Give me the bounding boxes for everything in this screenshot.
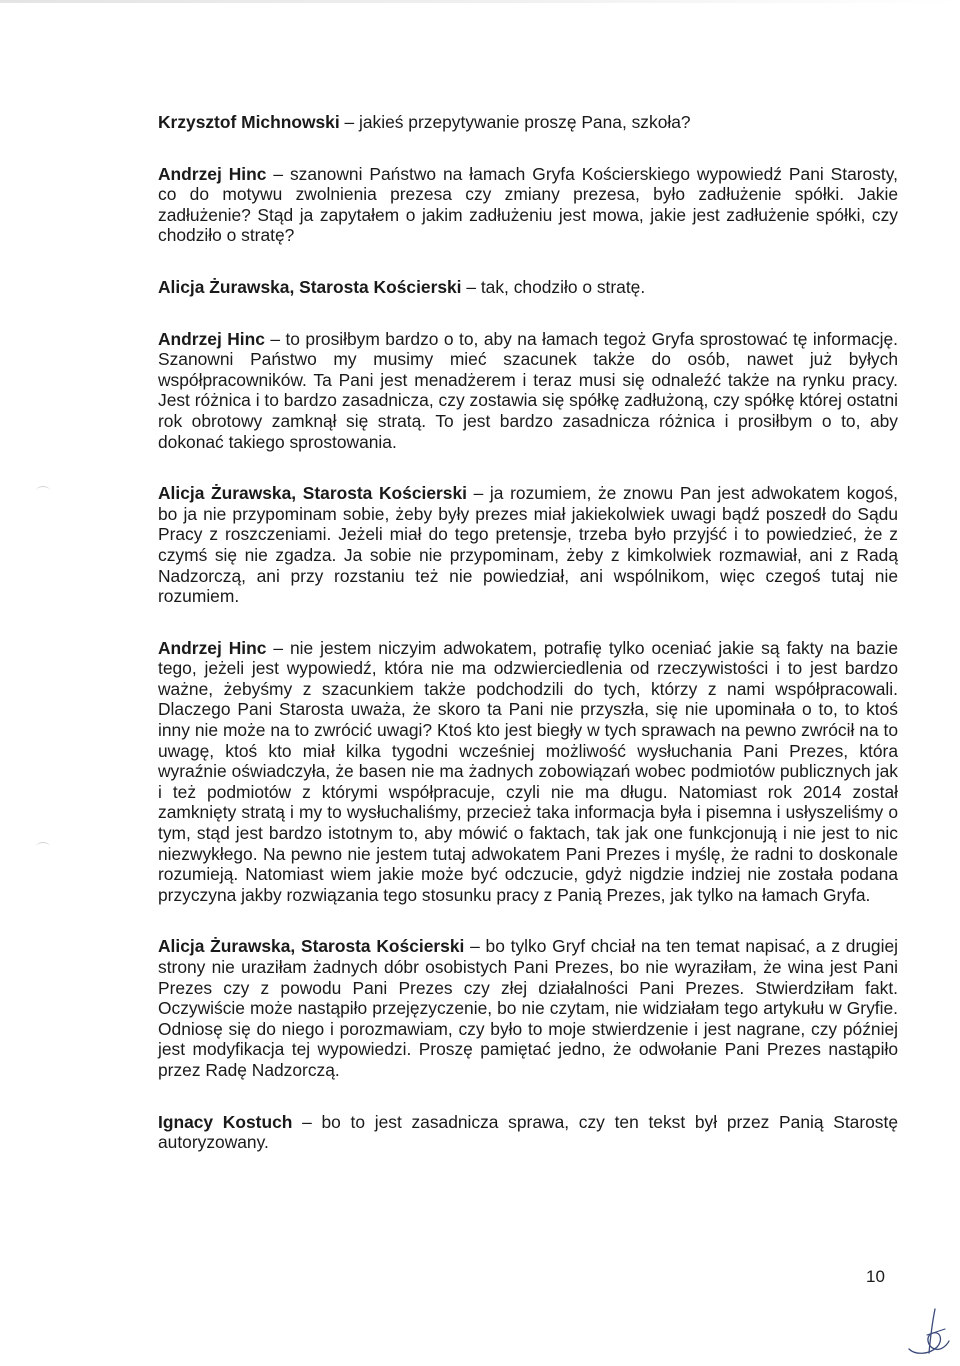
speaker-name: Alicja Żurawska, Starosta Kościerski <box>158 936 465 957</box>
paragraph <box>158 112 898 133</box>
speaker-name: Andrzej Hinc <box>158 637 267 658</box>
paragraph-text: – bo to jest zasadnicza sprawa, czy ten tekst był przez Panią Starostę autoryzowany. <box>158 1111 898 1153</box>
speaker-name: Andrzej Hinc <box>158 328 265 349</box>
handwritten-initials-icon <box>905 1305 953 1357</box>
paragraph <box>158 638 898 906</box>
paragraph-text: – bo tylko Gryf chciał na ten temat napisać, a z drugiej strony nie uraziłam żadnych dóbr osobistych Pani Prezes, bo nie wyraziłam, że wina jest Pani Prezes czy z powodu Pani Prezes czy złej działalności Pani Prezes. Stwierdziłam fakt. Oczywiście może nastąpiło przejęzyczenie, bo nie czytam, nie widziałam tego artykułu w Gryfie. Odniosę się do niego i porozmawiam, czy było to moje stwierdzenie i jest nagrane, czy później jest modyfikacja tej wypowiedzi. Proszę pamiętać jedno, że odwołanie Pani Prezes nastąpiło przez Radę Nadzorczą. <box>158 936 898 1080</box>
speaker-name: Andrzej Hinc <box>158 163 267 184</box>
paragraph <box>158 329 898 453</box>
paragraph-text: – tak, chodziło o stratę. <box>461 276 646 297</box>
paragraph <box>158 1112 898 1153</box>
page-number: 10 <box>866 1267 885 1286</box>
scan-edge <box>0 0 960 3</box>
paragraph-text: – ja rozumiem, że znowu Pan jest adwokatem kogoś, bo ja nie przypominam sobie, żeby były prezes miał jakiekolwiek uwagi bądź poszedł do Sądu Pracy z roszczeniami. Jeżeli miał do tego pretensje, trzeba było przyjść i to powiedzieć, że z czymś się nie zgadza. Ja sobie nie przypominam, żeby z kimkolwiek rozmawiał, ani z Radą Nadzorczą, ani przy rozstaniu też nie powiedział, ani wspólnikom, więc czegoś tutaj nie rozumiem. <box>158 483 898 607</box>
paragraph-text: – nie jestem niczyim adwokatem, potrafię tylko oceniać jakie są fakty na bazie tego, jeżeli jest wypowiedź, która nie ma odzwierciedlenia od rzeczywistości i to jest bardzo ważne, żebyśmy z szacunkiem także podchodzili do tych, którzy z nami współpracowali. Dlaczego Pani Starosta uważa, że skoro ta Pani nie przyszła, się nie upominała o to, to ktoś inny nie może na to zwrócić uwagi? Ktoś kto jest biegły w tych sprawach na pewno zwrócił na to uwagę, ktoś kto miał kilka tygodni wcześniej możliwość wysłuchania Pani Prezes, która wyraźnie oświadczyła, że basen nie ma żadnych zobowiązań wobec podmiotów publicznych jak i też podmiotów z którymi współpracuje, czyli nie ma długu. Natomiast rok 2014 został zamknięty stratą i my to wysłuchaliśmy, przecież taka informacja była i pisemna i usłyszeliśmy o tym, stąd jest bardzo istotnym to, aby mówić o faktach, tak jak one funkcjonują i nie jest to nic niezwykłego. Na pewno nie jestem tutaj adwokatem Pani Prezes i myślę, że radni to doskonale rozumieją. Natomiast wiem jakie może być odczucie, gdyż nigdzie indziej nie została podana przyczyna jakby rozwiązania tego stosunku pracy z Panią Prezes, jak tylko na łamach Gryfa. <box>158 637 898 905</box>
paragraph <box>158 936 898 1080</box>
transcript-body <box>158 112 898 1184</box>
speaker-name: Krzysztof Michnowski <box>158 112 340 132</box>
scan-artifact <box>36 486 50 495</box>
paragraph-text: – to prosiłbym bardzo o to, aby na łamach tegoż Gryfa sprostować tę informację. Szanowni Państwo my musimy mieć szacunek także do osób, nawet już byłych współpracowników. Ta Pani jest menadżerem i teraz musi się odnaleźć także na rynku pracy. Jest różnica i to bardzo zasadnicza, czy zostawia się spółkę zadłużoną, czy spółkę której ostatni rok obrotowy zamknął się stratą. To jest bardzo zasadnicza różnica i prosiłbym o to, aby dokonać takiego sprostowania. <box>158 328 898 452</box>
paragraph-text: – jakieś przepytywanie proszę Pana, szkoła? <box>339 112 691 132</box>
paragraph <box>158 483 898 607</box>
scan-artifact <box>36 842 50 851</box>
speaker-name: Ignacy Kostuch <box>158 1111 293 1132</box>
speaker-name: Alicja Żurawska, Starosta Kościerski <box>158 483 467 504</box>
speaker-name: Alicja Żurawska, Starosta Kościerski <box>158 276 462 297</box>
paragraph-text: – szanowni Państwo na łamach Gryfa Kościerskiego wypowiedź Pani Starosty, co do motywu zwolnienia prezesa czy zmiany prezesa, było zadłużenie spółki. Jakie zadłużenie? Stąd ja zapytałem o jakim zadłużeniu jest mowa, jakie jest zadłużenie spółki, czy chodziło o stratę? <box>158 163 898 246</box>
paragraph <box>158 164 898 246</box>
paragraph <box>158 277 898 298</box>
